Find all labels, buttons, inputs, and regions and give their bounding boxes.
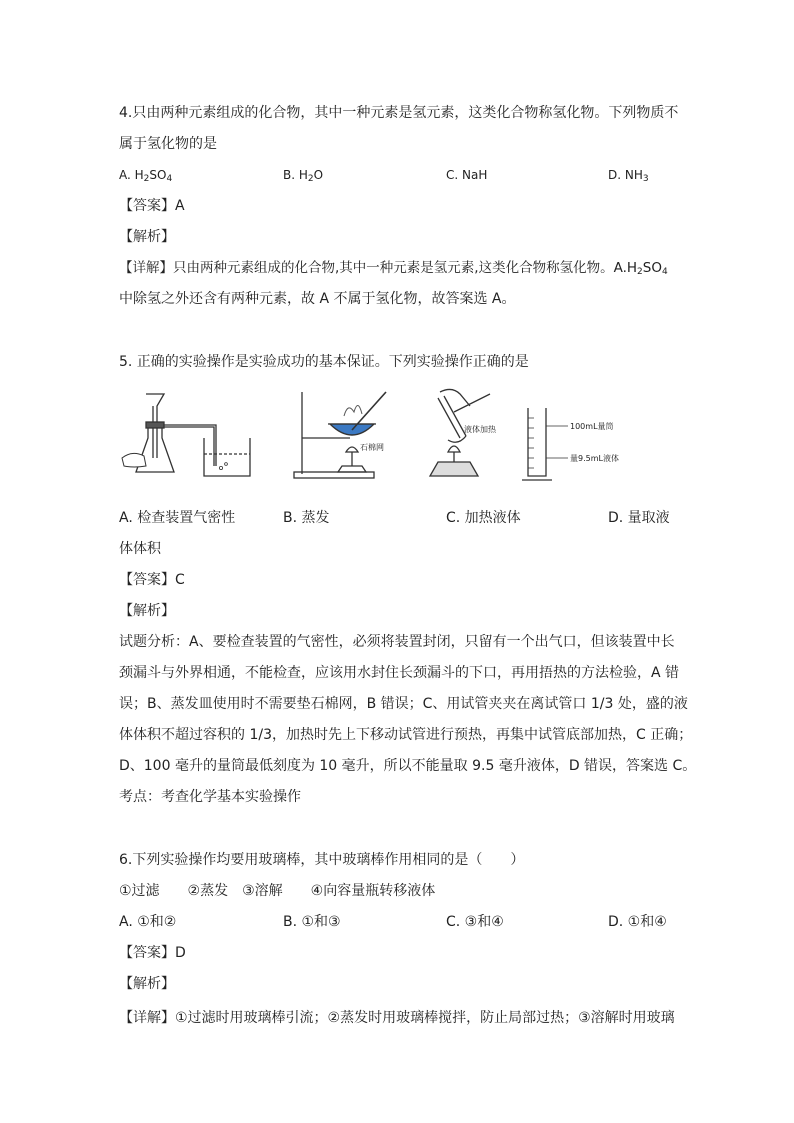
q4-option-d: D. $NH_3$ <box>608 168 649 184</box>
q4-option-b: B. $H_2O$ <box>283 168 324 184</box>
q6-option-d: D. ①和④ <box>608 914 667 930</box>
figure-airtightness-check <box>118 388 268 486</box>
q5-analysis-line: 试题分析：A、要检查装置的气密性，必须将装置封闭，只留有一个出气口，但该装置中长 <box>119 634 675 650</box>
q5-option-d: D. 量取液 <box>608 510 670 526</box>
q4-stem-line1: 4.只由两种元素组成的化合物，其中一种元素是氢元素，这类化合物称氢化物。下列物质不 <box>119 105 679 121</box>
q6-option-b: B. ①和③ <box>283 914 341 930</box>
label-100ml-cylinder: 100mL量筒 <box>570 422 614 431</box>
q5-option-d-continued: 体体积 <box>119 541 161 557</box>
q5-test-point: 考点：考查化学基本实验操作 <box>119 789 301 805</box>
q4-stem-line2: 属于氢化物的是 <box>119 136 217 152</box>
q5-option-a: A. 检查装置气密性 <box>119 510 236 526</box>
q4-answer: 【答案】A <box>119 198 185 214</box>
label-9-5ml-liquid: 量9.5mL液体 <box>570 454 619 463</box>
q5-analysis-line: 误；B、蒸发皿使用时不需要垫石棉网，B 错误；C、用试管夹夹在离试管口 1/3 处，盛的液 <box>119 696 688 712</box>
q5-stem: 5. 正确的实验操作是实验成功的基本保证。下列实验操作正确的是 <box>119 354 529 370</box>
q5-option-b: B. 蒸发 <box>283 510 330 526</box>
q6-analysis-label: 【解析】 <box>119 976 175 992</box>
figure-heating-liquid <box>410 388 530 483</box>
label-liquid-heating: 液体加热 <box>464 425 496 434</box>
q4-analysis-label: 【解析】 <box>119 229 175 245</box>
q4-detail-line1: 【详解】只由两种元素组成的化合物,其中一种元素是氢元素,这类化合物称氢化物。$A.H_2SO_4$ <box>119 260 668 277</box>
q5-answer: 【答案】C <box>119 572 185 588</box>
q6-option-c: C. ③和④ <box>446 914 504 930</box>
q5-analysis-line: 体体积不超过容积的 1/3，加热时先上下移动试管进行预热，再集中试管底部加热，C 正确； <box>119 727 693 743</box>
q6-items: ①过滤 ②蒸发 ③溶解 ④向容量瓶转移液体 <box>119 883 436 899</box>
q6-option-a: A. ①和② <box>119 914 177 930</box>
figure-graduated-cylinder <box>518 388 648 483</box>
q5-analysis-label: 【解析】 <box>119 603 175 619</box>
label-asbestos-net: 石棉网 <box>360 443 384 452</box>
q5-analysis-line: 颈漏斗与外界相通，不能检查，应该用水封住长颈漏斗的下口，再用捂热的方法检验，A 错 <box>119 665 680 681</box>
q5-option-c: C. 加热液体 <box>446 510 521 526</box>
q4-option-c: C. NaH <box>446 168 488 182</box>
q4-option-a: A. $H_2SO_4$ <box>119 168 173 184</box>
q5-analysis-line: D、100 毫升的量筒最低刻度为 10 毫升，所以不能量取 9.5 毫升液体，D 错误，答案选 C。 <box>119 758 697 774</box>
figure-evaporation <box>290 388 410 483</box>
q4-detail-line2: 中除氢之外还含有两种元素，故 A 不属于氢化物，故答案选 A。 <box>119 291 516 307</box>
q6-answer: 【答案】D <box>119 945 186 961</box>
q6-stem: 6.下列实验操作均要用玻璃棒，其中玻璃棒作用相同的是（ ） <box>119 852 525 868</box>
q6-detail-line1: 【详解】①过滤时用玻璃棒引流；②蒸发时用玻璃棒搅拌，防止局部过热；③溶解时用玻璃 <box>119 1010 675 1026</box>
